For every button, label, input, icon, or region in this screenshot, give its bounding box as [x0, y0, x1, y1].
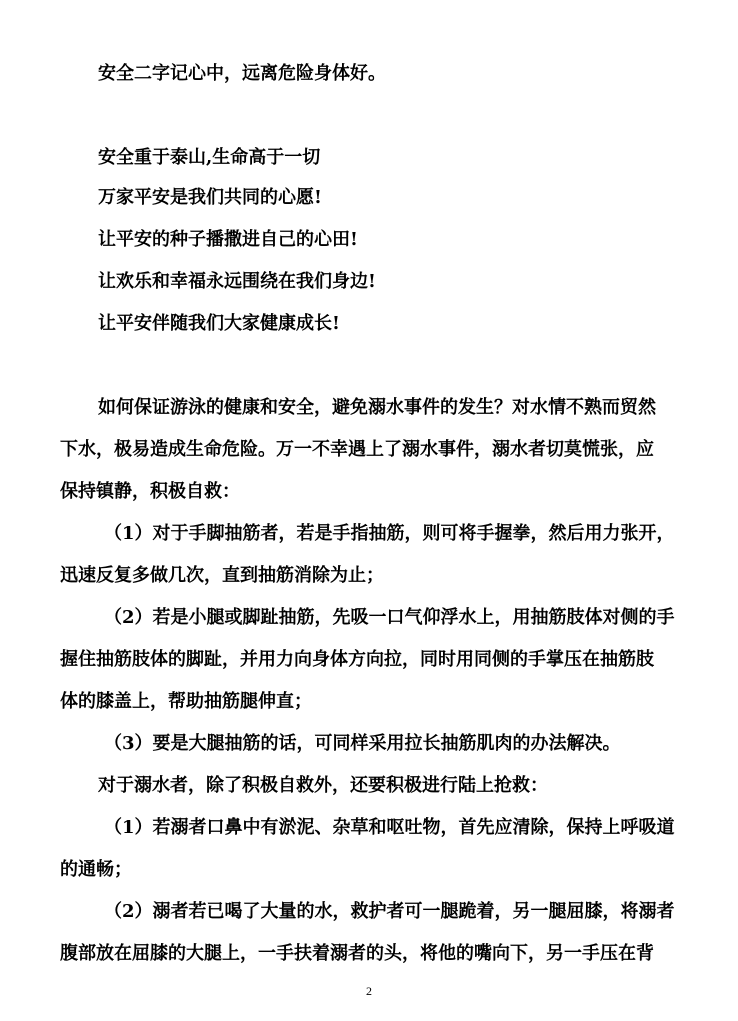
self-rescue-item-2-cont: 握住抽筋肢体的脚趾，并用力向身体方向拉，同时用同侧的手掌压在抽筋肢 [60, 649, 654, 670]
land-rescue-intro: 对于溺水者，除了积极自救外，还要积极进行陆上抢救： [98, 775, 548, 796]
self-rescue-item-2: （2）若是小腿或脚趾抽筋，先吸一口气仰浮水上，用抽筋肢体对侧的手 [104, 607, 675, 628]
land-rescue-item-2: （2）溺者若已喝了大量的水，救护者可一腿跪着，另一腿屈膝，将溺者 [104, 901, 675, 922]
paragraph-line: 保持镇静，积极自救： [60, 481, 240, 502]
page-number: 2 [366, 984, 372, 998]
paragraph-line: 如何保证游泳的健康和安全，避免溺水事件的发生？对水情不熟而贸然 [98, 397, 656, 418]
paragraph-line: 下水，极易造成生命危险。万一不幸遇上了溺水事件，溺水者切莫慌张，应 [60, 439, 654, 460]
self-rescue-item-3: （3）要是大腿抽筋的话，可同样采用拉长抽筋肌肉的办法解决。 [104, 733, 621, 754]
slogan-line: 让欢乐和幸福永远围绕在我们身边! [98, 271, 376, 292]
slogan-line: 安全二字记心中，远离危险身体好。 [98, 63, 386, 84]
land-rescue-item-1: （1）若溺者口鼻中有淤泥、杂草和呕吐物，首先应清除，保持上呼吸道 [104, 817, 675, 838]
land-rescue-item-2-cont: 腹部放在屈膝的大腿上，一手扶着溺者的头，将他的嘴向下，另一手压在背 [60, 943, 654, 964]
slogan-line: 安全重于泰山,生命高于一切 [98, 147, 321, 168]
land-rescue-item-1-cont: 的通畅； [60, 859, 132, 880]
self-rescue-item-2-cont: 体的膝盖上，帮助抽筋腿伸直； [60, 691, 312, 712]
self-rescue-item-1: （1）对于手脚抽筋者，若是手指抽筋，则可将手握拳，然后用力张开， [104, 523, 675, 544]
slogan-line: 万家平安是我们共同的心愿! [98, 187, 322, 208]
self-rescue-item-1-cont: 迅速反复多做几次，直到抽筋消除为止； [60, 565, 384, 586]
slogan-line: 让平安伴随我们大家健康成长! [98, 313, 340, 334]
slogan-line: 让平安的种子播撒进自己的心田! [98, 229, 358, 250]
